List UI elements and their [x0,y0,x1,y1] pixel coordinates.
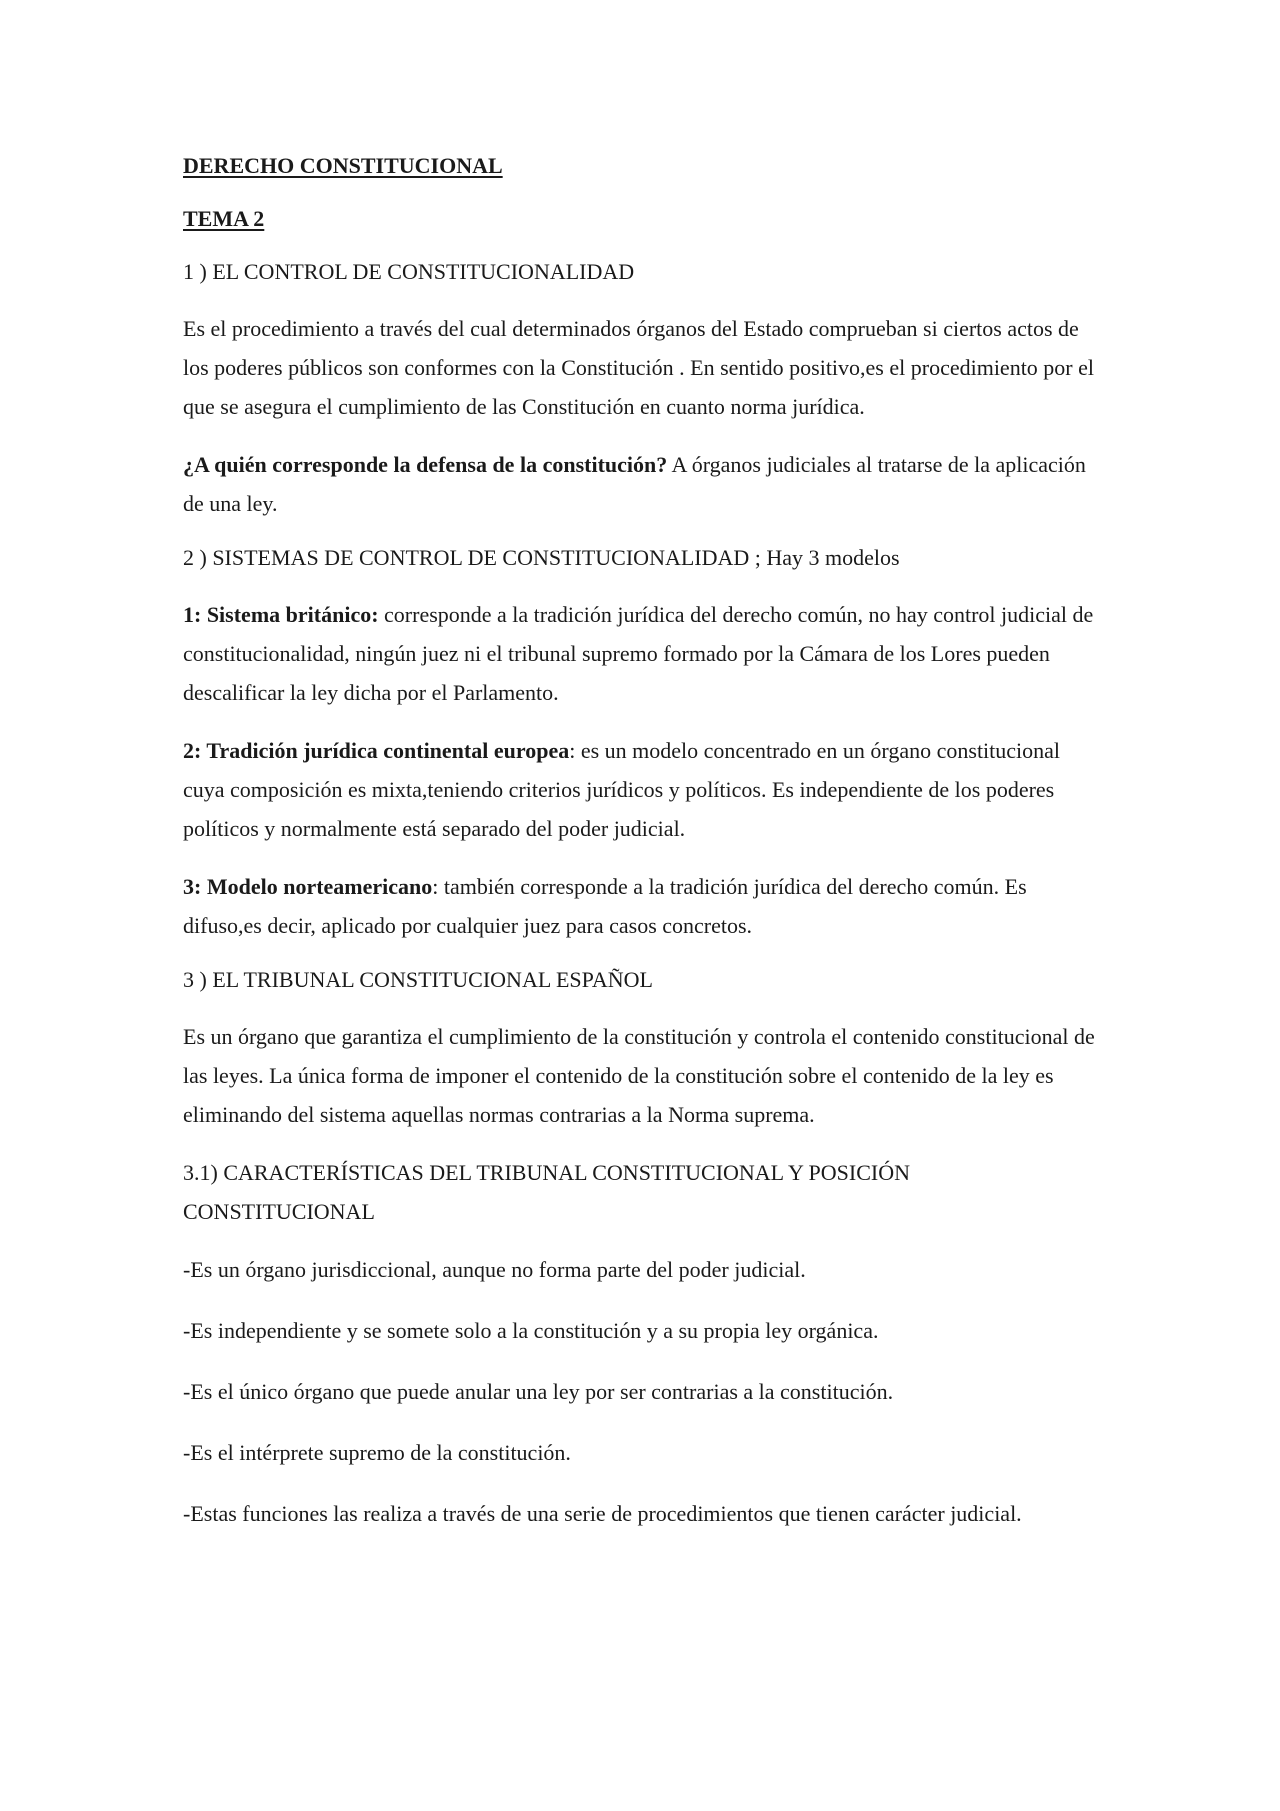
model-3-label: 3: Modelo norteamericano [183,874,433,899]
characteristic-text: Estas funciones las realiza a través de una serie de procedimientos que tienen carácter judicial. [190,1501,1022,1526]
model-2-text: : es un modelo concentrado en un órgano constitucional cuya composición es mixta,teniendo criterios jurídicos y políticos. Es independiente de los poderes políticos y normalmente está separado del poder judicial. [183,738,1061,841]
dash-marker: - [183,1379,191,1404]
characteristic-text: Es un órgano jurisdiccional, aunque no forma parte del poder judicial. [190,1257,806,1282]
section-2-heading-line [183,542,1103,573]
characteristic-item [183,1433,1103,1472]
section-3-heading: 3 ) EL TRIBUNAL CONSTITUCIONAL ESPAÑOL [183,967,653,992]
characteristic-text: Es el intérprete supremo de la constitución. [190,1440,571,1465]
section-3-1-heading: 3.1) CARACTERÍSTICAS DEL TRIBUNAL CONSTITUCIONAL Y POSICIÓN CONSTITUCIONAL [183,1160,911,1224]
characteristic-text: Es independiente y se somete solo a la constitución y a su propia ley orgánica. [190,1318,879,1343]
topic-title: TEMA 2 [183,206,265,231]
model-2-label: 2: Tradición jurídica continental europea [183,738,570,763]
section-1-answer: A órganos judiciales al tratarse de la aplicación de una ley. [183,452,1086,516]
model-3-paragraph [183,867,1103,945]
section-1-body: Es el procedimiento a través del cual determinados órganos del Estado comprueban si ciertos actos de los poderes públicos son conformes con la Constitución . En sentido positivo,es el procedimiento por el que se asegura el cumplimiento de las Constitución en cuanto norma jurídica. [183,316,1095,419]
characteristic-item [183,1494,1103,1533]
characteristic-text: Es el único órgano que puede anular una ley por ser contrarias a la constitución. [190,1379,894,1404]
dash-marker: - [183,1440,191,1465]
document-title: DERECHO CONSTITUCIONAL [183,153,503,178]
section-1-question-paragraph [183,445,1103,523]
characteristic-item [183,1250,1103,1289]
section-2-heading-suffix: ; Hay 3 modelos [749,545,900,570]
model-3-text: : también corresponde a la tradición jurídica del derecho común. Es difuso,es decir, aplicado por cualquier juez para casos concretos. [183,874,1027,938]
characteristic-item [183,1372,1103,1411]
section-1-heading: 1 ) EL CONTROL DE CONSTITUCIONALIDAD [183,259,635,284]
dash-marker: - [183,1318,191,1343]
model-1-paragraph [183,595,1103,712]
section-2-heading: 2 ) SISTEMAS DE CONTROL DE CONSTITUCIONALIDAD [183,545,750,570]
characteristic-item [183,1311,1103,1350]
model-2-paragraph [183,731,1103,848]
model-1-label: 1: Sistema británico: [183,602,379,627]
document-content [183,150,1103,1555]
dash-marker: - [183,1257,191,1282]
model-1-text: corresponde a la tradición jurídica del derecho común, no hay control judicial de constitucionalidad, ningún juez ni el tribunal supremo formado por la Cámara de los Lores pueden descalificar la ley dicha por el Parlamento. [183,602,1094,705]
dash-marker: - [183,1501,191,1526]
section-1-question: ¿A quién corresponde la defensa de la constitución? [183,452,668,477]
section-3-body: Es un órgano que garantiza el cumplimiento de la constitución y controla el contenido constitucional de las leyes. La única forma de imponer el contenido de la constitución sobre el contenido de la ley es eliminando del sistema aquellas normas contrarias a la Norma suprema. [183,1024,1095,1127]
